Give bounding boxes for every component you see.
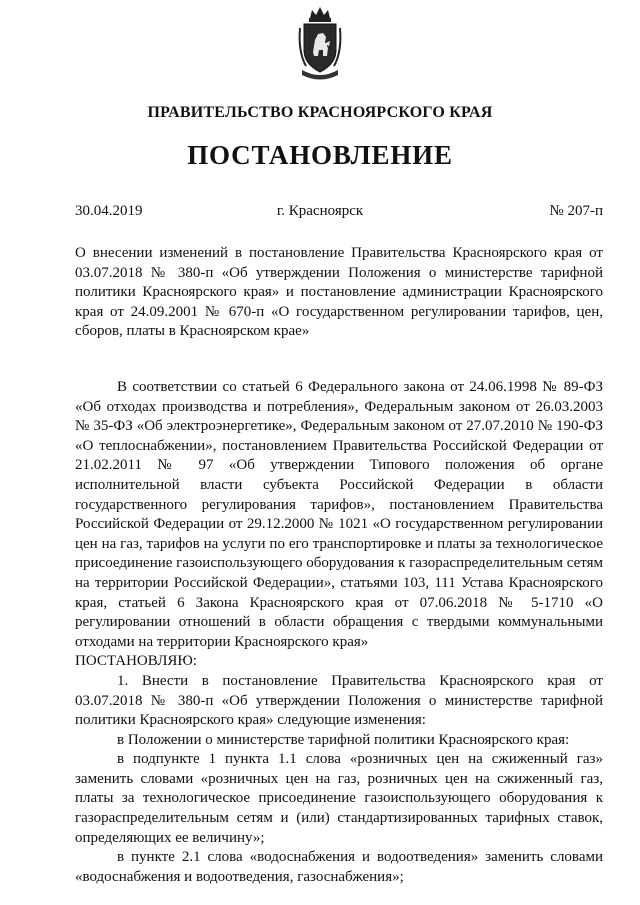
- resolution-word: ПОСТАНОВЛЯЮ:: [75, 653, 197, 670]
- clause-paragraph: в подпункте 1 пункта 1.1 слова «розничных цен на сжиженный газ» заменить словами «розничных цен на газ, розничных цен на сжиженный газ, платы за технологическое присоединение газоиспользующего оборудования к газораспределительным сетям и (или) стандартизированных тарифных ставок, определяющих ее величину»;: [75, 751, 603, 846]
- document-date: 30.04.2019: [75, 203, 143, 219]
- document-number: № 207-п: [549, 203, 603, 219]
- clause-paragraph: в пункте 2.1 слова «водоснабжения и водоотведения» заменить словами «водоснабжения и водоотведения, газоснабжения»;: [75, 849, 603, 885]
- government-name: ПРАВИТЕЛЬСТВО КРАСНОЯРСКОГО КРАЯ: [147, 104, 493, 121]
- subject-paragraph: О внесении изменений в постановление Правительства Красноярского края от 03.07.2018 № 380-п «Об утверждении Положения о министерстве тарифной политики Красноярского края» и постановление администрации Красноярского края от 24.09.2001 № 670-п «О государственном регулировании тарифов, цен, сборов, платы в Красноярском крае»: [75, 245, 603, 340]
- document-body: [75, 378, 603, 887]
- document-subject: [75, 244, 603, 342]
- clause-1-paragraph: 1. Внести в постановление Правительства Красноярского края от 03.07.2018 № 380-п «Об утверждении Положения о министерстве тарифной политики Красноярского края» следующие изменения:: [75, 672, 603, 729]
- clause-paragraph: в Положении о министерстве тарифной политики Красноярского края:: [117, 731, 570, 748]
- coat-of-arms-icon: [296, 4, 344, 82]
- document-city: г. Красноярск: [276, 203, 364, 219]
- document-type-title: ПОСТАНОВЛЕНИЕ: [187, 140, 453, 170]
- preamble-paragraph: В соответствии со статьей 6 Федерального закона от 24.06.1998 № 89-ФЗ «Об отходах производства и потребления», Федеральным законом от 26.03.2003 № 35-ФЗ «Об электроэнергетике», Федеральным законом от 27.07.2010 № 190-ФЗ «О теплоснабжении», постановлением Правительства Российской Федерации от 21.02.2011 № 97 «Об утверждении Типового положения об органе исполнительной власти субъекта Российской Федерации в области государственного регулирования тарифов», постановлением Правительства Российской Федерации от 29.12.2000 № 1021 «О государственном регулировании цен на газ, тарифов на услуги по его транспортировке и платы за технологическое присоединение газоиспользующего оборудования к газораспределительным сетям на территории Российской Федерации», статьями 103, 111 Устава Красноярского края, статьей 6 Закона Красноярского края от 07.06.2018 № 5-1710 «О регулировании отношений в области обращения с твердыми коммунальными отходами на территории Красноярского края»: [75, 379, 603, 650]
